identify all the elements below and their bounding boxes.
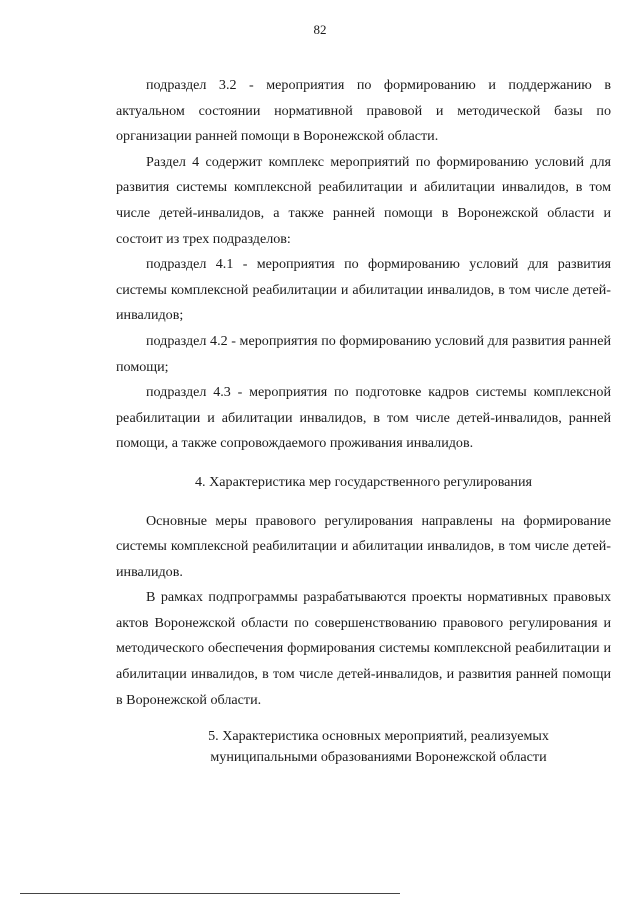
footer-divider — [20, 893, 400, 894]
page-number: 82 — [313, 22, 327, 37]
paragraph-subsection-3-2: подраздел 3.2 - мероприятия по формированию и поддержанию в актуальном состоянии нормативной правовой и методической базы по организации ранней помощи в Воронежской области. — [116, 77, 611, 145]
section-4-heading: 4. Характеристика мер государственного регулирования — [195, 473, 532, 490]
section-5-heading-line-1: 5. Характеристика основных мероприятий, реализуемых — [208, 728, 549, 745]
paragraph-subsection-4-2: подраздел 4.2 - мероприятия по формированию условий для развития ранней помощи; — [116, 332, 611, 375]
page-content — [116, 73, 611, 768]
section-5-heading-line-2: муниципальными образованиями Воронежской области — [210, 749, 547, 766]
paragraph-legal-measures: Основные меры правового регулирования направлены на формирование системы комплексной реабилитации и абилитации инвалидов, в том числе детей-инвалидов. — [116, 512, 611, 580]
paragraph-section-4-summary: Раздел 4 содержит комплекс мероприятий по формированию условий для развития системы комплексной реабилитации и абилитации инвалидов, в том числе детей-инвалидов, а также ранней помощи в Воронежской области и состоит из трех подразделов: — [116, 153, 611, 247]
section-5-heading — [116, 726, 611, 768]
paragraph-subsection-4-3: подраздел 4.3 - мероприятия по подготовке кадров системы комплексной реабилитации и абилитации инвалидов, в том числе детей-инвалидов, ранней помощи, а также сопровождаемого проживания инвалидов. — [116, 384, 611, 452]
paragraph-subsection-4-1: подраздел 4.1 - мероприятия по формированию условий для развития системы комплексной реабилитации и абилитации инвалидов, в том числе детей-инвалидов; — [116, 256, 611, 324]
paragraph-draft-acts: В рамках подпрограммы разрабатываются проекты нормативных правовых актов Воронежской области по совершенствованию правового регулирования и методического обеспечения формирования системы комплексной реабилитации и абилитации инвалидов, в том числе детей-инвалидов, и развития ранней помощи в Воронежской области. — [116, 589, 611, 708]
